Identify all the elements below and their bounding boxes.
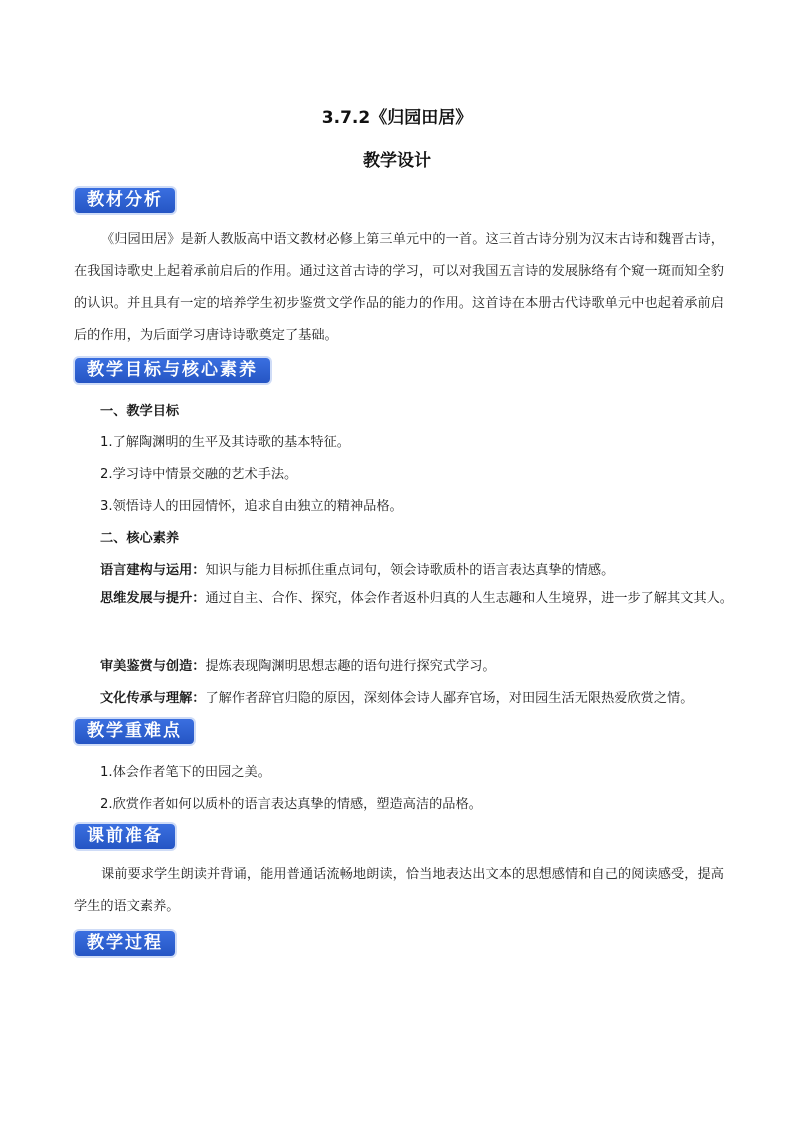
difficulty-item: 1.体会作者笔下的田园之美。 bbox=[100, 765, 271, 780]
core-item-head: 语言建构与运用： bbox=[100, 563, 206, 578]
section-badge-process: 教学过程 bbox=[75, 931, 175, 956]
document-subtitle: 教学设计 bbox=[363, 151, 431, 171]
section-badge-goals: 教学目标与核心素养 bbox=[75, 358, 270, 383]
analysis-paragraph: 《归园田居》是新人教版高中语文教材必修上第三单元中的一首。这三首古诗分别为汉末古诗和魏晋古诗，在我国诗歌史上起着承前启后的作用。通过这首古诗的学习，可以对我国五言诗的发展脉络有个窥一斑而知全豹的认识。并且具有一定的培养学生初步鉴赏文学作品的能力的作用。这首诗在本册古代诗歌单元中也起着承前启后的作用，为后面学习唐诗诗歌奠定了基础。 bbox=[74, 232, 724, 343]
preparation-paragraph: 课前要求学生朗读并背诵，能用普通话流畅地朗读，恰当地表达出文本的思想感情和自己的阅读感受，提高学生的语文素养。 bbox=[74, 867, 724, 914]
document-title: 3.7.2《归园田居》 bbox=[321, 108, 473, 128]
goal-item: 1.了解陶渊明的生平及其诗歌的基本特征。 bbox=[100, 435, 350, 450]
core-item-body: 了解作者辞官归隐的原因，深刻体会诗人鄙弃官场，对田园生活无限热爱欣赏之情。 bbox=[205, 691, 694, 706]
core-item bbox=[100, 559, 614, 578]
goals-subheading-1: 一、教学目标 bbox=[100, 404, 180, 419]
core-item-body: 通过自主、合作、探究，体会作者返朴归真的人生志趣和人生境界，进一步了解其文其人。 bbox=[205, 591, 733, 606]
difficulty-item: 2.欣赏作者如何以质朴的语言表达真挚的情感，塑造高洁的品格。 bbox=[100, 797, 482, 812]
core-item bbox=[74, 583, 734, 615]
section-badge-difficulties: 教学重难点 bbox=[75, 719, 194, 744]
core-item-head: 文化传承与理解： bbox=[100, 691, 206, 706]
goal-item: 2.学习诗中情景交融的艺术手法。 bbox=[100, 467, 298, 482]
core-item bbox=[100, 687, 693, 706]
goals-subheading-2: 二、核心素养 bbox=[100, 531, 180, 546]
goal-item: 3.领悟诗人的田园情怀，追求自由独立的精神品格。 bbox=[100, 499, 403, 514]
core-item bbox=[100, 655, 496, 674]
core-item-body: 知识与能力目标抓住重点词句，领会诗歌质朴的语言表达真挚的情感。 bbox=[205, 563, 615, 578]
section-badge-analysis: 教材分析 bbox=[75, 188, 175, 213]
section-badge-preparation: 课前准备 bbox=[75, 824, 175, 849]
core-item-body: 提炼表现陶渊明思想志趣的语句进行探究式学习。 bbox=[205, 659, 496, 674]
core-item-head: 审美鉴赏与创造： bbox=[100, 659, 206, 674]
core-item-head: 思维发展与提升： bbox=[100, 591, 206, 606]
